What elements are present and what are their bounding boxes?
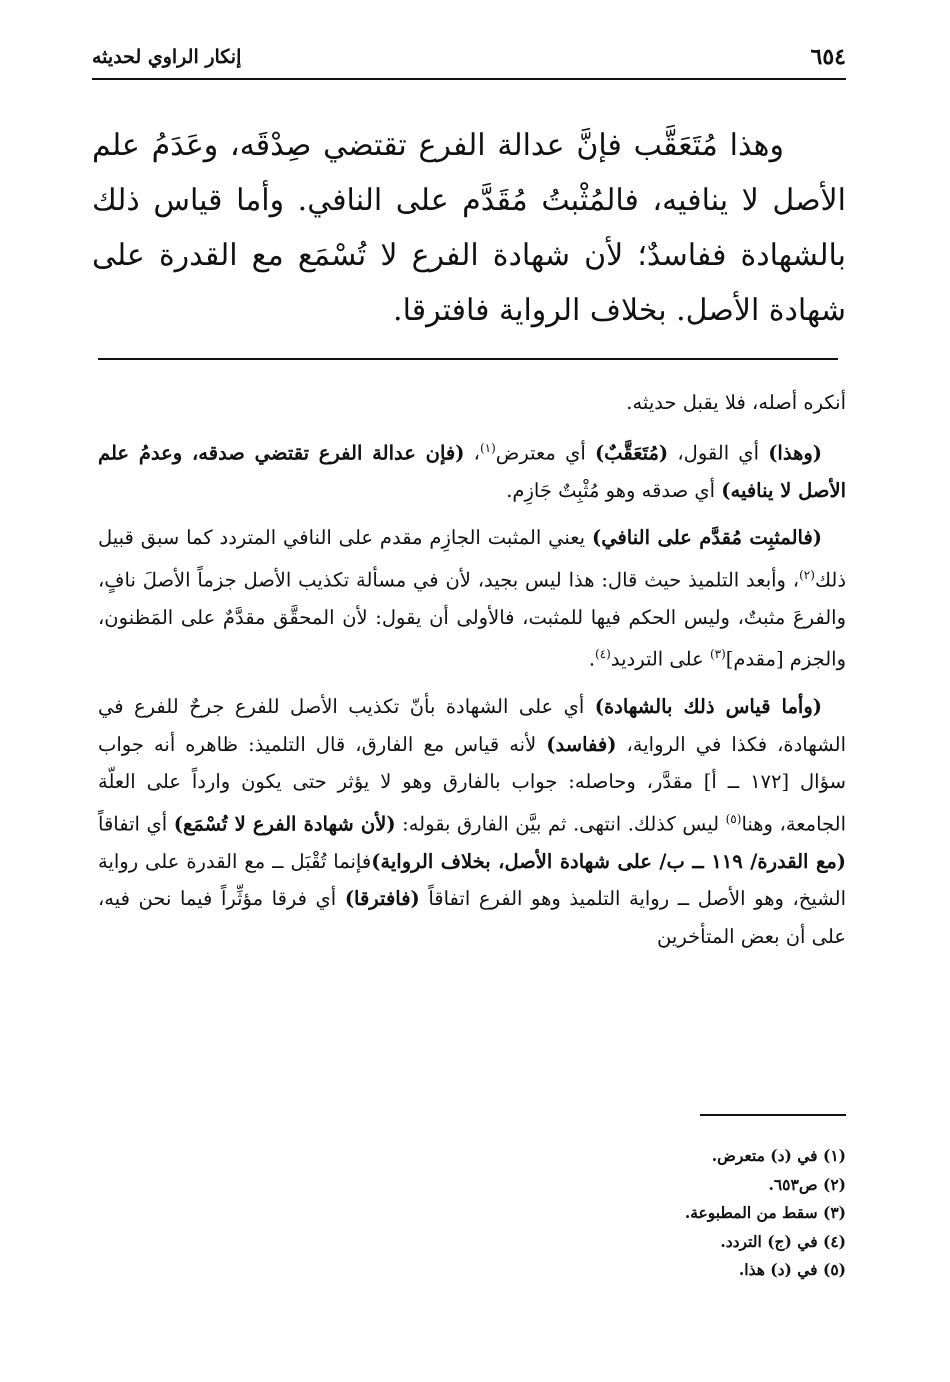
text-divider: [98, 358, 838, 360]
quoted-matn-phrase: (ففاسد): [546, 732, 617, 756]
commentary-text: ،: [464, 441, 480, 464]
commentary-text: يعني المثبت الجازِم مقدم على النافي المتردد كما سبق قبيل ذلك: [98, 526, 846, 591]
commentary-text: ، وأبعد التلميذ حيث قال: هذا ليس بجيد، لأن في مسألة تكذيب الأصل جزماً الأصلَ نافٍ، والفرعَ مثبتٌ، وليس الحكم فيها للمثبت، فالأولى أن يقول: لأن المحقَّق مقدَّمٌ على المَظنون، والجزم [مقدم]: [98, 568, 846, 671]
quoted-matn-phrase: (لأن شهادة الفرع لا تُسْمَع): [173, 812, 396, 835]
commentary-paragraph-0: أنكره أصله، فلا يقبل حديثه.: [626, 391, 846, 414]
commentary-paragraph-2: [98, 519, 846, 678]
commentary-text: لأنه قياس مع الفارق، قال التلميذ: ظاهره أنه جواب سؤال [١٧٢ ــ أ] مقدَّر، وحاصله: جواب بالفارق وهو لا يؤثر حتى يكون وارداً على العلّة الجامعة، وهنا: [98, 732, 847, 835]
quoted-matn-phrase: (وأما قياس ذلك بالشهادة): [594, 695, 822, 718]
footnote-4: (٤) في (ج) التردد.: [720, 1231, 846, 1251]
commentary-text: أي القول،: [668, 441, 769, 464]
footnote-5: (٥) في (د) هذا.: [738, 1260, 846, 1280]
footnote-2: (٢) ص٦٥٣.: [768, 1174, 846, 1194]
main-text: [92, 118, 846, 338]
commentary-paragraph-1: [98, 430, 846, 510]
commentary: [98, 384, 846, 965]
commentary-text: فإنما تُقْبَل ــ مع القدرة على رواية الشيخ، وهو الأصل ــ رواية التلميذ وهو الفرع اتفاقاً: [98, 849, 847, 910]
quoted-matn-phrase: (وهذا): [768, 441, 822, 464]
commentary-text: .: [588, 647, 596, 671]
footnote-ref: (٢): [799, 567, 815, 582]
quoted-matn-phrase: (فافترقا): [344, 887, 420, 910]
commentary-text: أي على الشهادة بأنّ تكذيب الأصل للفرع جرحٌ للفرع في الشهادة، فكذا في الرواية،: [98, 695, 846, 756]
commentary-text: أي معترض: [495, 441, 595, 464]
footnote-ref: (٤): [595, 647, 611, 661]
page-header: [92, 36, 846, 80]
quoted-matn-phrase: (فإن عدالة الفرع تقتضي صدقه، وعدمُ علم الأصل لا ينافيه): [98, 441, 846, 502]
footnote-rule: [700, 1114, 846, 1116]
commentary-text: على الترديد: [610, 647, 710, 671]
footnote-1: (١) في (د) متعرض.: [711, 1146, 846, 1165]
commentary-paragraph-3: [98, 688, 846, 955]
footnote-3: (٣) سقط من المطبوعة.: [684, 1203, 846, 1223]
main-text-paragraph: وهذا مُتَعَقَّب فإنَّ عدالة الفرع تقتضي صِدْقَه، وعَدَمُ علم الأصل لا ينافيه، فالمُثْبتُ مُقَدَّم على النافي. وأما قياس ذلك بالشهادة ففاسدٌ؛ لأن شهادة الفرع لا تُسْمَع مع القدرة على شهادة الأصل. بخلاف الرواية فافترقا.: [92, 128, 846, 328]
quoted-matn-phrase: (فالمثبِت مُقدَّم على النافي): [592, 526, 823, 549]
page-number: ٦٥٤: [810, 44, 846, 70]
running-title: إنكار الراوي لحديثه: [92, 46, 242, 68]
quoted-matn-phrase: (مُتَعَقَّبٌ): [594, 441, 669, 464]
commentary-text: أي صدقه وهو مُثْبِتٌ جَازِم.: [506, 478, 722, 502]
commentary-text: أي اتفاقاً: [98, 812, 174, 835]
quoted-matn-phrase: (مع القدرة/ ١١٩ ــ ب/ على شهادة الأصل، بخلاف الرواية): [371, 849, 847, 873]
footnote-ref: (١): [479, 440, 496, 455]
commentary-text: أي فرقا مؤثِّراً فيما نحن فيه، على أن بعض المتأخرين: [98, 887, 846, 948]
footnote-ref: (٥): [725, 811, 742, 826]
footnote-ref: (٣): [709, 647, 726, 661]
footnotes: [300, 1142, 846, 1285]
commentary-text: ليس كذلك. انتهى. ثم بيَّن الفارق بقوله:: [395, 812, 726, 835]
